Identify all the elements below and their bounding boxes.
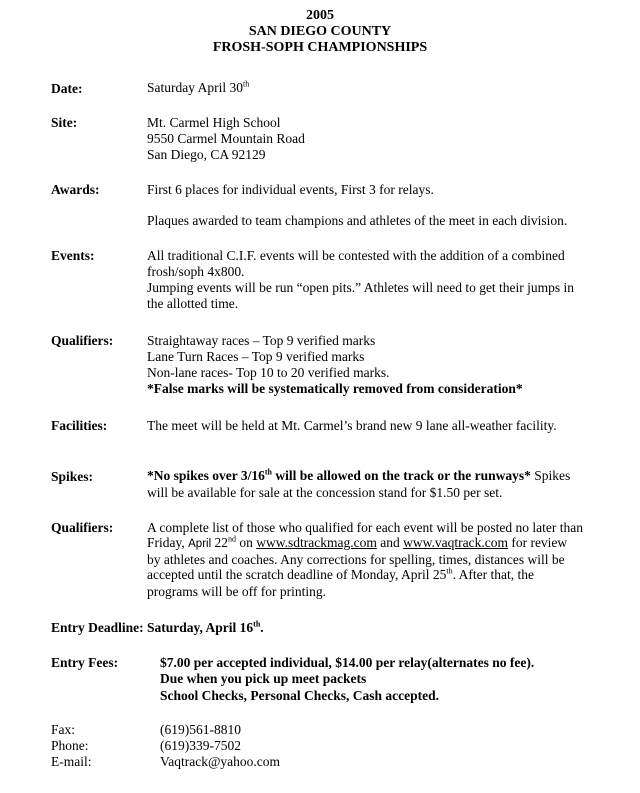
phone-number: (619)339-7502 <box>160 738 241 753</box>
phone-label: Phone: <box>51 738 89 753</box>
qualifiers-label: Qualifiers: <box>51 333 114 348</box>
email-label: E-mail: <box>51 754 92 769</box>
events-line: the allotted time. <box>147 296 239 311</box>
entry-deadline: Entry Deadline: Saturday, April 16th. <box>51 619 264 635</box>
entry-fees-line: Due when you pick up meet packets <box>160 671 367 686</box>
qualifiers2-line: by athletes and coaches. Any corrections for spelling, times, distances will be <box>147 552 565 567</box>
spikes-line: *No spikes over 3/16th will be allowed on the track or the runways* Spikes <box>147 467 571 483</box>
qualifiers-line: Lane Turn Races – Top 9 verified marks <box>147 349 365 364</box>
qualifiers-line: Straightaway races – Top 9 verified marks <box>147 333 376 348</box>
date-value: Saturday April 30th <box>147 79 250 95</box>
facilities-label: Facilities: <box>51 418 108 433</box>
fax-label: Fax: <box>51 722 76 737</box>
site-line: 9550 Carmel Mountain Road <box>147 131 305 146</box>
qualifiers2-line: A complete list of those who qualified for each event will be posted no later than <box>147 520 584 535</box>
email-address: Vaqtrack@yahoo.com <box>160 754 281 769</box>
site-line: Mt. Carmel High School <box>147 115 281 130</box>
entry-fees-line: $7.00 per accepted individual, $14.00 per relay(alternates no fee). <box>160 655 535 670</box>
spikes-label: Spikes: <box>51 469 94 484</box>
fax-number: (619)561-8810 <box>160 722 241 737</box>
header-county: SAN DIEGO COUNTY <box>248 24 392 39</box>
events-label: Events: <box>51 248 95 263</box>
awards-label: Awards: <box>51 182 100 197</box>
entry-fees-label: Entry Fees: <box>51 655 119 670</box>
facilities-text: The meet will be held at Mt. Carmel’s brand new 9 lane all-weather facility. <box>147 418 557 433</box>
site-label: Site: <box>51 115 78 130</box>
awards-line: Plaques awarded to team champions and athletes of the meet in each division. <box>147 213 568 228</box>
awards-line: First 6 places for individual events, First 3 for relays. <box>147 182 434 197</box>
vaqtrack-link[interactable]: www.vaqtrack.com <box>403 535 508 550</box>
qualifiers2-line: accepted until the scratch deadline of Monday, April 25th. After that, the <box>147 566 534 582</box>
date-label: Date: <box>51 81 83 96</box>
qualifiers-warning: *False marks will be systematically removed from consideration* <box>147 381 523 396</box>
spikes-line: will be available for sale at the concession stand for $1.50 per set. <box>147 485 503 500</box>
header-year: 2005 <box>306 8 334 23</box>
qualifiers2-line: programs will be off for printing. <box>147 584 326 599</box>
page-title: FROSH-SOPH CHAMPIONSHIPS <box>212 40 428 55</box>
events-line: All traditional C.I.F. events will be contested with the addition of a combined <box>147 248 565 263</box>
qualifiers2-line: Friday, April 22nd on www.sdtrackmag.com and www.vaqtrack.com for review <box>147 534 568 550</box>
qualifiers2-label: Qualifiers: <box>51 520 114 535</box>
sdtrackmag-link[interactable]: www.sdtrackmag.com <box>256 535 377 550</box>
site-line: San Diego, CA 92129 <box>147 147 266 162</box>
qualifiers-line: Non-lane races- Top 10 to 20 verified marks. <box>147 365 390 380</box>
events-line: frosh/soph 4x800. <box>147 264 245 279</box>
events-line: Jumping events will be run “open pits.” Athletes will need to get their jumps in <box>147 280 575 295</box>
entry-fees-line: School Checks, Personal Checks, Cash accepted. <box>160 688 439 703</box>
